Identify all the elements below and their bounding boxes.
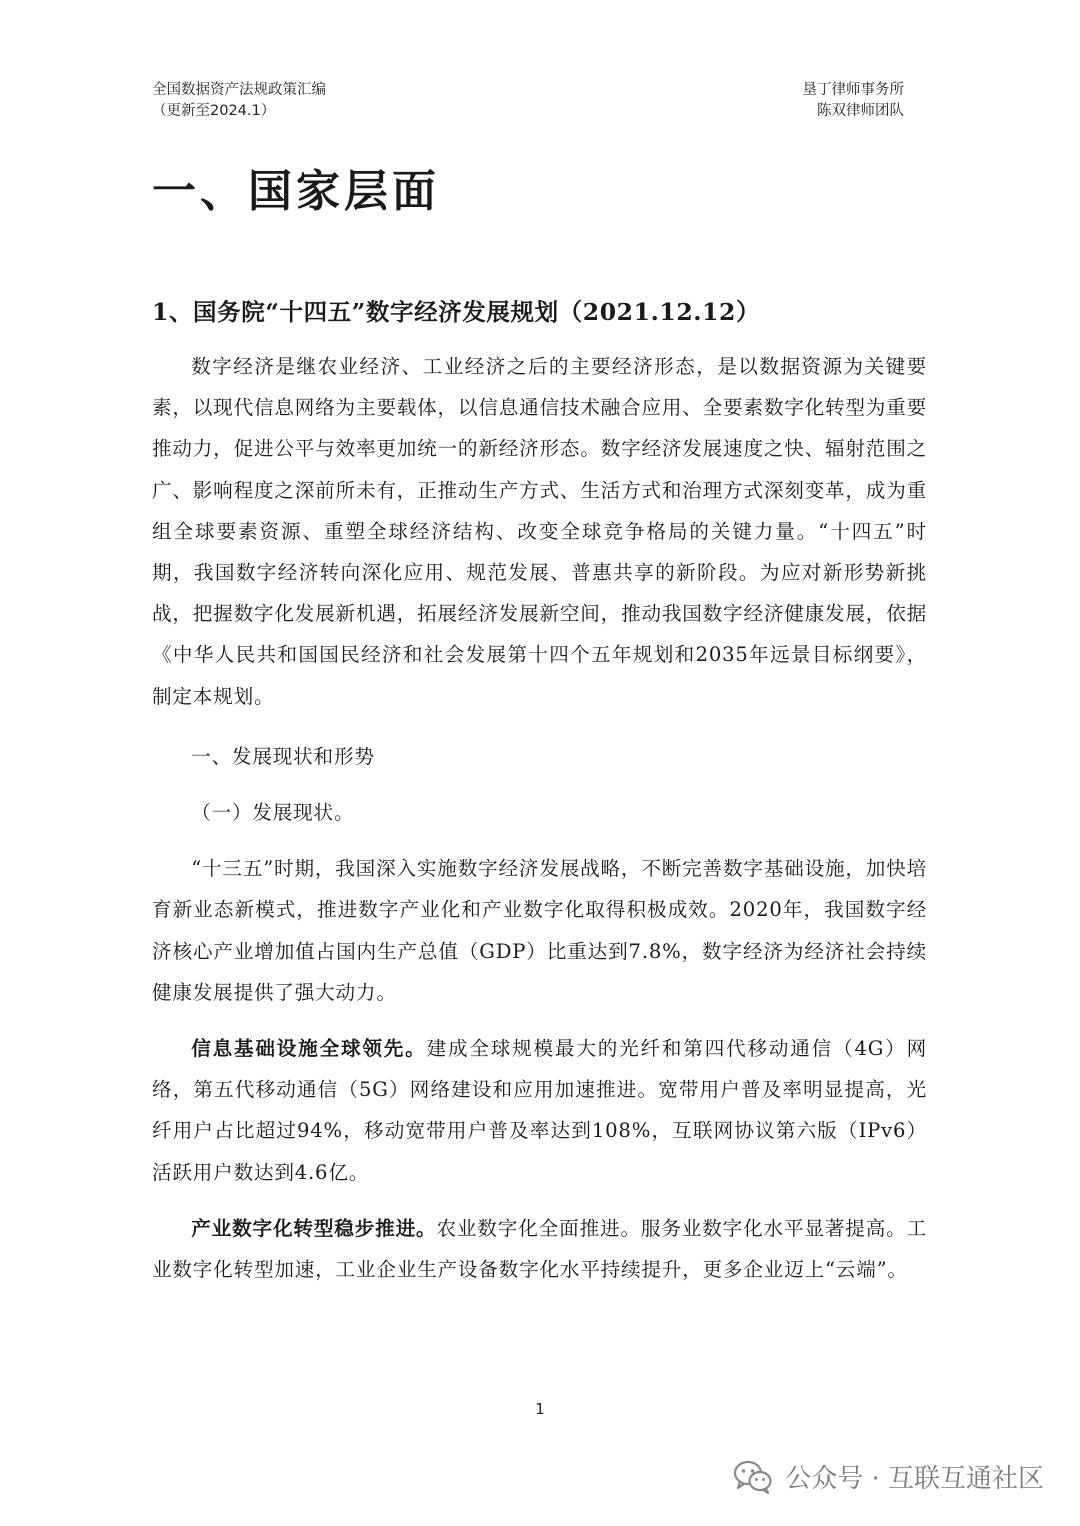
infra-paragraph-lead: 信息基础设施全球领先。 [191, 1037, 427, 1061]
header-left [152, 80, 326, 122]
watermark [733, 1458, 1044, 1495]
watermark-text: 公众号 · 互联互通社区 [785, 1464, 1044, 1494]
header-right [803, 80, 905, 122]
industry-paragraph [152, 1208, 927, 1290]
industry-paragraph-body: 农业数字化全面推进。服务业数字化水平显著提高。工业数字化转型加速，工业企业生产设备数字化水平持续提升，更多企业迈上“云端”。 [152, 1216, 928, 1282]
heading-development-status-and-situation: 一、发展现状和形势 [191, 744, 375, 768]
section-title: 1、国务院“十四五”数字经济发展规划（2021.12.12） [152, 298, 761, 326]
document-body [152, 346, 927, 1290]
header-firm-name: 垦丁律师事务所 [802, 82, 904, 98]
header-doc-title: 全国数据资产法规政策汇编 [152, 82, 326, 98]
infra-paragraph [152, 1028, 927, 1193]
industry-paragraph-lead: 产业数字化转型稳步推进。 [191, 1216, 437, 1240]
header-team-name: 陈双律师团队 [817, 103, 904, 119]
page-number: 1 [535, 1400, 545, 1418]
heading-development-status: （一）发展现状。 [191, 801, 355, 825]
part-title: 一、国家层面 [152, 166, 440, 217]
infra-paragraph-body: 建成全球规模最大的光纤和第四代移动通信（4G）网络，第五代移动通信（5G）网络建设和应用加速推进。宽带用户普及率明显提高，光纤用户占比超过94%，移动宽带用户普及率达到108%，互联网协议第六版（IPv6）活跃用户数达到4.6亿。 [152, 1037, 927, 1184]
wechat-icon [733, 1460, 773, 1494]
status-paragraph: “十三五”时期，我国深入实施数字经济发展战略，不断完善数字基础设施，加快培育新业态新模式，推进数字产业化和产业数字化取得积极成效。2020年，我国数字经济核心产业增加值占国内生产总值（GDP）比重达到7.8%，数字经济为经济社会持续健康发展提供了强大动力。 [152, 857, 927, 1004]
intro-paragraph: 数字经济是继农业经济、工业经济之后的主要经济形态，是以数据资源为关键要素，以现代信息网络为主要载体，以信息通信技术融合应用、全要素数字化转型为重要推动力，促进公平与效率更加统一的新经济形态。数字经济发展速度之快、辐射范围之广、影响程度之深前所未有，正推动生产方式、生活方式和治理方式深刻变革，成为重组全球要素资源、重塑全球经济结构、改变全球竞争格局的关键力量。“十四五”时期，我国数字经济转向深化应用、规范发展、普惠共享的新阶段。为应对新形势新挑战，把握数字化发展新机遇，拓展经济发展新空间，推动我国数字经济健康发展，依据《中华人民共和国国民经济和社会发展第十四个五年规划和2035年远景目标纲要》，制定本规划。 [152, 355, 927, 708]
header-update-date: （更新至2024.1） [152, 103, 276, 119]
